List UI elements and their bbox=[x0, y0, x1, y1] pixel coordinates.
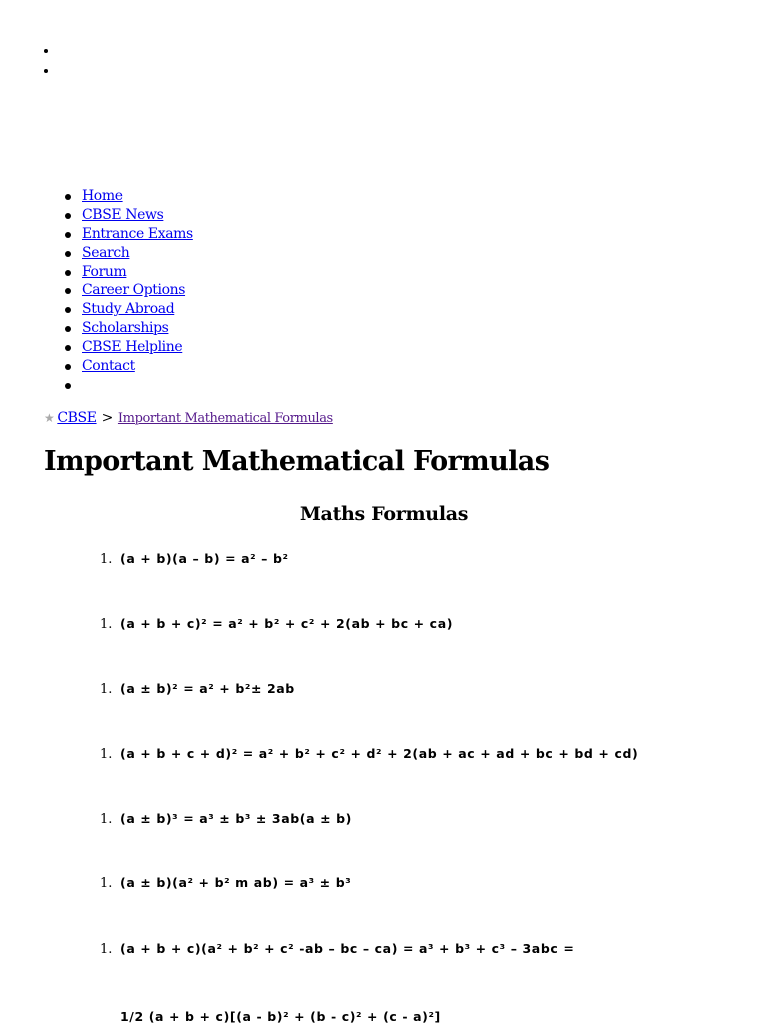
nav-item-cbse-news bbox=[60, 205, 193, 224]
formula-number: 1. bbox=[100, 876, 113, 891]
empty-list-item bbox=[36, 60, 46, 80]
formula-expression: (a ± b)³ = a³ ± b³ ± 3ab(a ± b) bbox=[120, 811, 352, 826]
formula-number: 1. bbox=[100, 942, 113, 957]
formula-item bbox=[100, 616, 453, 632]
nav-item-cbse-helpline bbox=[60, 337, 193, 356]
nav-item-scholarships bbox=[60, 318, 193, 337]
nav-link-contact[interactable]: Contact bbox=[82, 358, 135, 375]
formula-expression: (a + b + c + d)² = a² + b² + c² + d² + 2(ab + ac + ad + bc + bd + cd) bbox=[120, 746, 639, 761]
formula-item bbox=[100, 551, 289, 567]
formula-number: 1. bbox=[100, 747, 113, 762]
formula-item bbox=[100, 875, 351, 891]
formula-continuation: 1/2 (a + b + c)[(a - b)² + (b - c)² + (c - a)²] bbox=[120, 1009, 441, 1024]
formula-number: 1. bbox=[100, 617, 113, 632]
formula-number: 1. bbox=[100, 552, 113, 567]
nav-item-search bbox=[60, 243, 193, 262]
nav-item-career-options bbox=[60, 280, 193, 299]
empty-list-item bbox=[36, 40, 46, 60]
formula-item bbox=[100, 746, 638, 762]
nav-link-cbse-helpline[interactable]: CBSE Helpline bbox=[82, 339, 183, 356]
nav-link-search[interactable]: Search bbox=[82, 244, 130, 261]
formula-expression: (a + b + c)(a² + b² + c² -ab – bc – ca) = a³ + b³ + c³ – 3abc = bbox=[120, 941, 575, 956]
formula-item bbox=[100, 811, 352, 827]
nav-link-cbse-news[interactable]: CBSE News bbox=[82, 206, 164, 223]
breadcrumb bbox=[44, 410, 333, 426]
formula-expression: (a ± b)² = a² + b²± 2ab bbox=[120, 681, 295, 696]
nav-link-career-options[interactable]: Career Options bbox=[82, 282, 186, 299]
formula-expression: (a ± b)(a² + b² m ab) = a³ ± b³ bbox=[120, 875, 352, 890]
formula-expression: (a + b + c)² = a² + b² + c² + 2(ab + bc + ca) bbox=[120, 616, 454, 631]
nav-link-scholarships[interactable]: Scholarships bbox=[82, 320, 169, 337]
nav-link-entrance-exams[interactable]: Entrance Exams bbox=[82, 225, 193, 242]
nav-link-study-abroad[interactable]: Study Abroad bbox=[82, 301, 175, 318]
nav-item-forum bbox=[60, 262, 193, 281]
page-title: Important Mathematical Formulas bbox=[44, 446, 550, 477]
nav-item-empty bbox=[60, 375, 193, 394]
formula-item bbox=[100, 681, 295, 697]
main-nav bbox=[60, 186, 193, 394]
nav-item-home bbox=[60, 186, 193, 205]
formula-item bbox=[100, 941, 574, 957]
breadcrumb-link-cbse[interactable]: CBSE bbox=[57, 410, 97, 426]
formula-number: 1. bbox=[100, 682, 113, 697]
breadcrumb-link-current[interactable]: Important Mathematical Formulas bbox=[117, 410, 333, 426]
formula-expression: (a + b)(a – b) = a² – b² bbox=[120, 551, 289, 566]
top-empty-list bbox=[36, 40, 46, 80]
formula-number: 1. bbox=[100, 812, 113, 827]
nav-link-home[interactable]: Home bbox=[82, 188, 123, 204]
nav-item-entrance-exams bbox=[60, 224, 193, 243]
nav-item-contact bbox=[60, 356, 193, 375]
nav-item-study-abroad bbox=[60, 299, 193, 318]
star-icon: ★ bbox=[44, 411, 55, 425]
section-title: Maths Formulas bbox=[299, 503, 469, 525]
nav-link-forum[interactable]: Forum bbox=[82, 263, 127, 280]
breadcrumb-separator: > bbox=[101, 410, 113, 426]
